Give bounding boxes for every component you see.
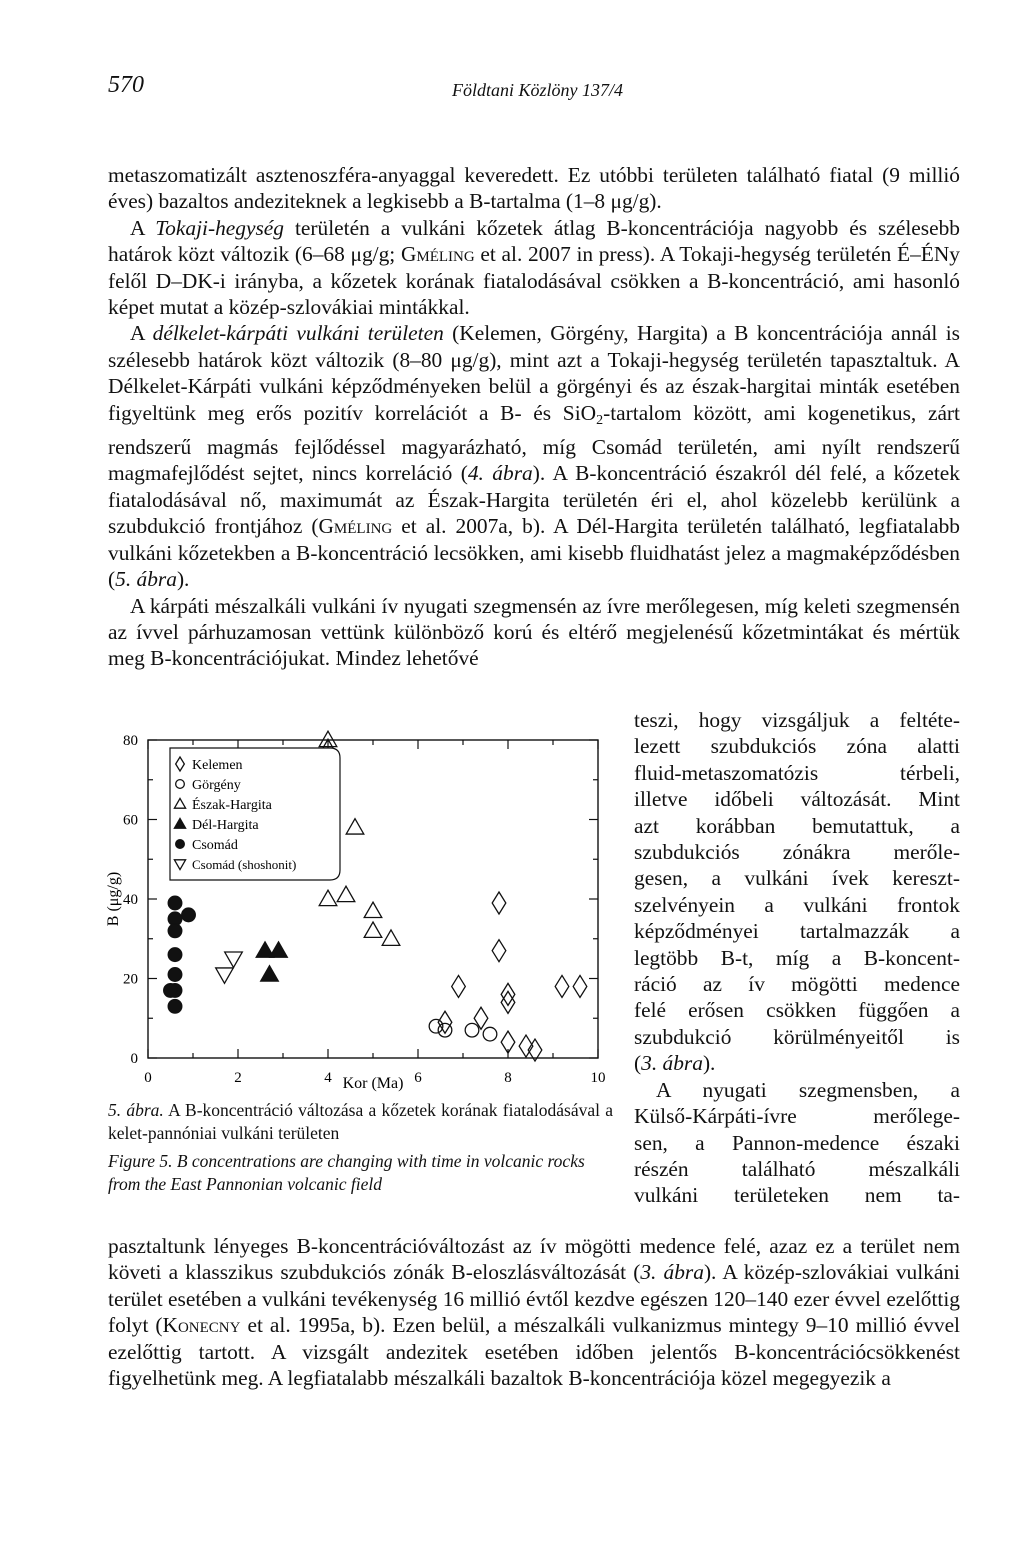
data-point-triangle-open — [364, 922, 382, 937]
paragraph-3: A délkelet-kárpáti vulkáni területen (Kelemen, Görgény, Hargita) a B koncentrációja annál is szélesebb határok közt változik (8–80 μg/g), mint azt a Tokaji-hegység területén tapasztaltuk. A Délkelet-Kárpáti vulkáni képződményeken belül a görgényi és az észak-hargitai minták esetében figyeltünk meg erős pozitív korrelációt a B- és SiO$_2$-tartalom között, ami kogenetikus, zárt rendszerű magmás fejlődéssel magyarázható, míg Csomád területén, ami nyílt rendszerű magmafejlődést sejtet, nincs korreláció (4. ábra). A B-koncentráció északról dél felé, a kőzetek fiatalodásával nő, maximumát az Észak-Hargita területén éri el, ahol közelebb kerülünk a szubdukció frontjához (Gméling et al. 2007a, b). A Dél-Hargita területén található, legfiatalabb vulkáni kőzetekben a B-koncentráció lecsökken, ami kisebb fluidhatást jelez a magmaképződésben (5. ábra). — [108, 321, 961, 592]
x-tick-label: 4 — [324, 1070, 332, 1086]
right-column-line: illetve időbeli változását. Mint — [634, 787, 960, 812]
right-column-line: fluid-metaszomatózis térbeli, — [634, 760, 960, 785]
y-tick-label: 60 — [123, 812, 138, 829]
figure-ref-3: 3. ábra — [640, 1260, 704, 1285]
paragraph-4: A kárpáti mészalkáli vulkáni ív nyugati szegmensén az ívre merőlegesen, míg keleti szegmensén az ívvel párhuzamosan vettünk különböző korú és eltérő megjelenésű kőzetmintákat és mértük meg B-koncentrációjukat. Mindez lehetővé — [108, 593, 960, 671]
x-tick-label: 0 — [144, 1070, 152, 1086]
citation-gmeling-2: Gméling — [318, 514, 393, 539]
data-point-triangle-down-open — [216, 968, 234, 983]
y-axis-label: B (μg/g) — [105, 871, 122, 927]
legend-label: Kelemen — [192, 758, 243, 773]
journal-title: Földtani Közlöny 137/4 — [452, 80, 623, 100]
data-point-diamond-open — [492, 940, 506, 962]
data-point-diamond-open — [555, 975, 569, 997]
right-column-line: A nyugati szegmensben, a — [656, 1077, 960, 1102]
data-point-triangle-open — [337, 886, 355, 901]
tokaj-italic: Tokaji-hegység — [155, 215, 284, 240]
legend-label: Csomád (shoshonit) — [192, 857, 297, 872]
data-point-circle-open — [483, 1027, 497, 1041]
right-column-line: Külső-Kárpáti-ívre merőlege- — [634, 1104, 960, 1129]
paragraph-5-tail: pasztaltunk lényeges B-koncentrációváltozást az ív mögötti medence felé, azaz ez a terület nem követi a klasszikus szubdukciós zónák B-eloszlásváltozását (3. ábra). A közép-szlovákiai vulkáni terület esetében a vulkáni tevékenység 16 millió évtől kezdve egészen 120–140 ezer évvel ezelőttig folyt (Konecny et al. 1995a, b). Ezen belül, a mészalkáli vulkanizmus mintegy 9–10 millió évvel ezelőttig tartott. A vizsgált andezitek esetében időben jelentős B-koncentrációcsökkenést figyelhetünk meg. A legfiatalabb mészalkáli bazaltok B-koncentrációja közel megegyezik a — [108, 1234, 960, 1391]
legend-label: Dél-Hargita — [192, 818, 259, 833]
right-column-line: azt korábban bemutattuk, a — [634, 813, 960, 838]
data-point-diamond-open — [573, 975, 587, 997]
page-number: 570 — [108, 72, 144, 98]
data-point-circle-filled — [164, 984, 178, 998]
data-point-triangle-open — [364, 902, 382, 917]
right-column-text — [634, 707, 960, 1209]
data-point-circle-filled — [168, 968, 182, 982]
data-point-diamond-open — [438, 1011, 452, 1033]
data-point-circle-filled — [168, 948, 182, 962]
legend-marker-circle-filled — [176, 840, 185, 849]
right-column-line: felé erősen csökken függően a — [634, 998, 960, 1023]
x-tick-label: 2 — [234, 1070, 242, 1086]
figure-ref: 4. ábra — [467, 461, 533, 486]
data-point-triangle-open — [382, 930, 400, 945]
x-tick-label: 8 — [504, 1070, 512, 1086]
x-tick-label: 6 — [414, 1070, 422, 1086]
right-column-line: szelvényein a vulkáni frontok — [634, 892, 960, 917]
right-column-line: legtöbb B-t, míg a B-koncent- — [634, 945, 960, 970]
y-tick-label: 80 — [123, 733, 138, 749]
right-column-line: részén található mészalkáli — [634, 1156, 960, 1181]
right-column-line: sen, a Pannon-medence északi — [634, 1130, 960, 1155]
right-column-line: teszi, hogy vizsgáljuk a feltéte- — [634, 708, 960, 732]
data-point-triangle-down-open — [225, 952, 243, 967]
citation-konecny: Konecny — [162, 1313, 241, 1338]
data-point-circle-filled — [168, 1000, 182, 1014]
x-axis-label: Kor (Ma) — [342, 1075, 404, 1092]
paragraph-1: metaszomatizált asztenoszféra-anyaggal keveredett. Ez utóbbi területen található fiatal (9 millió éves) bazaltos andeziteknek a legkisebb a B-tartalma (1–8 μg/g). — [108, 163, 960, 214]
data-point-diamond-open — [492, 892, 506, 914]
data-point-circle-filled — [168, 896, 182, 910]
right-column-line: lezett szubdukciós zóna alatti — [634, 734, 960, 759]
data-point-triangle-open — [346, 819, 364, 834]
legend-label: Észak-Hargita — [192, 798, 272, 813]
right-column-line: vulkáni területeken nem ta- — [634, 1183, 960, 1208]
caption-label: 5. ábra. — [108, 1100, 164, 1120]
right-column-line-last: (3. ábra). — [634, 1051, 716, 1076]
right-column-line: gesen, a vulkáni ívek kereszt- — [634, 866, 960, 891]
y-tick-label: 40 — [123, 892, 138, 908]
figure-5-chart — [90, 726, 630, 1096]
legend-label: Görgény — [192, 778, 241, 793]
right-column-line: képződményei tartalmazzák a — [634, 919, 960, 944]
y-tick-label: 0 — [130, 1051, 138, 1067]
right-column-line: szubdukció körülményeitől is — [634, 1024, 960, 1049]
data-point-triangle-filled — [261, 966, 279, 981]
x-tick-label: 10 — [590, 1070, 606, 1086]
legend-label: Csomád — [192, 838, 238, 853]
data-point-triangle-open — [319, 890, 337, 905]
figure-caption-en: Figure 5. B concentrations are changing with time in volcanic rocks from the East Pannonian volcanic field — [108, 1151, 585, 1194]
figure-ref-right: 3. ábra — [641, 1051, 703, 1076]
data-point-circle-open — [465, 1023, 479, 1037]
scatter-plot — [90, 726, 630, 1096]
y-tick-label: 20 — [123, 971, 138, 988]
paragraph-2: A Tokaji-hegység területén a vulkáni kőzetek átlag B-koncentrációja nagyobb és szélesebb határok közt változik (6–68 μg/g; Gméling et al. 2007 in press). A Tokaji-hegység területén É–ÉNy felől D–DK-i irányba, a kőzetek korának fiatalodásával csökken a B-koncentráció, ami hasonló képet mutat a közép-szlovákiai mintákkal. — [108, 215, 960, 320]
citation-gmeling: Gméling — [400, 242, 475, 267]
body-text-bottom — [108, 1233, 960, 1391]
data-point-circle-open — [438, 1023, 452, 1037]
region-italic: délkelet-kárpáti vulkáni területen — [152, 321, 444, 346]
right-column-line: szubdukciós zónákra merőle- — [634, 840, 960, 865]
right-column-line: ráció az ív mögötti medence — [634, 972, 960, 997]
data-point-diamond-open — [474, 1007, 488, 1029]
figure-caption-hu: 5. ábra. A B-koncentráció változása a kőzetek korának fiatalodásával a kelet-pannóniai vulkáni területen — [108, 1100, 613, 1143]
data-point-diamond-open — [501, 983, 515, 1005]
data-point-diamond-open — [452, 975, 466, 997]
data-point-triangle-filled — [270, 942, 288, 957]
data-point-diamond-open — [501, 991, 515, 1013]
data-point-circle-filled — [168, 924, 182, 938]
figure-ref-2: 5. ábra — [115, 567, 177, 592]
data-point-circle-filled — [182, 908, 196, 922]
body-text-top — [108, 162, 960, 672]
